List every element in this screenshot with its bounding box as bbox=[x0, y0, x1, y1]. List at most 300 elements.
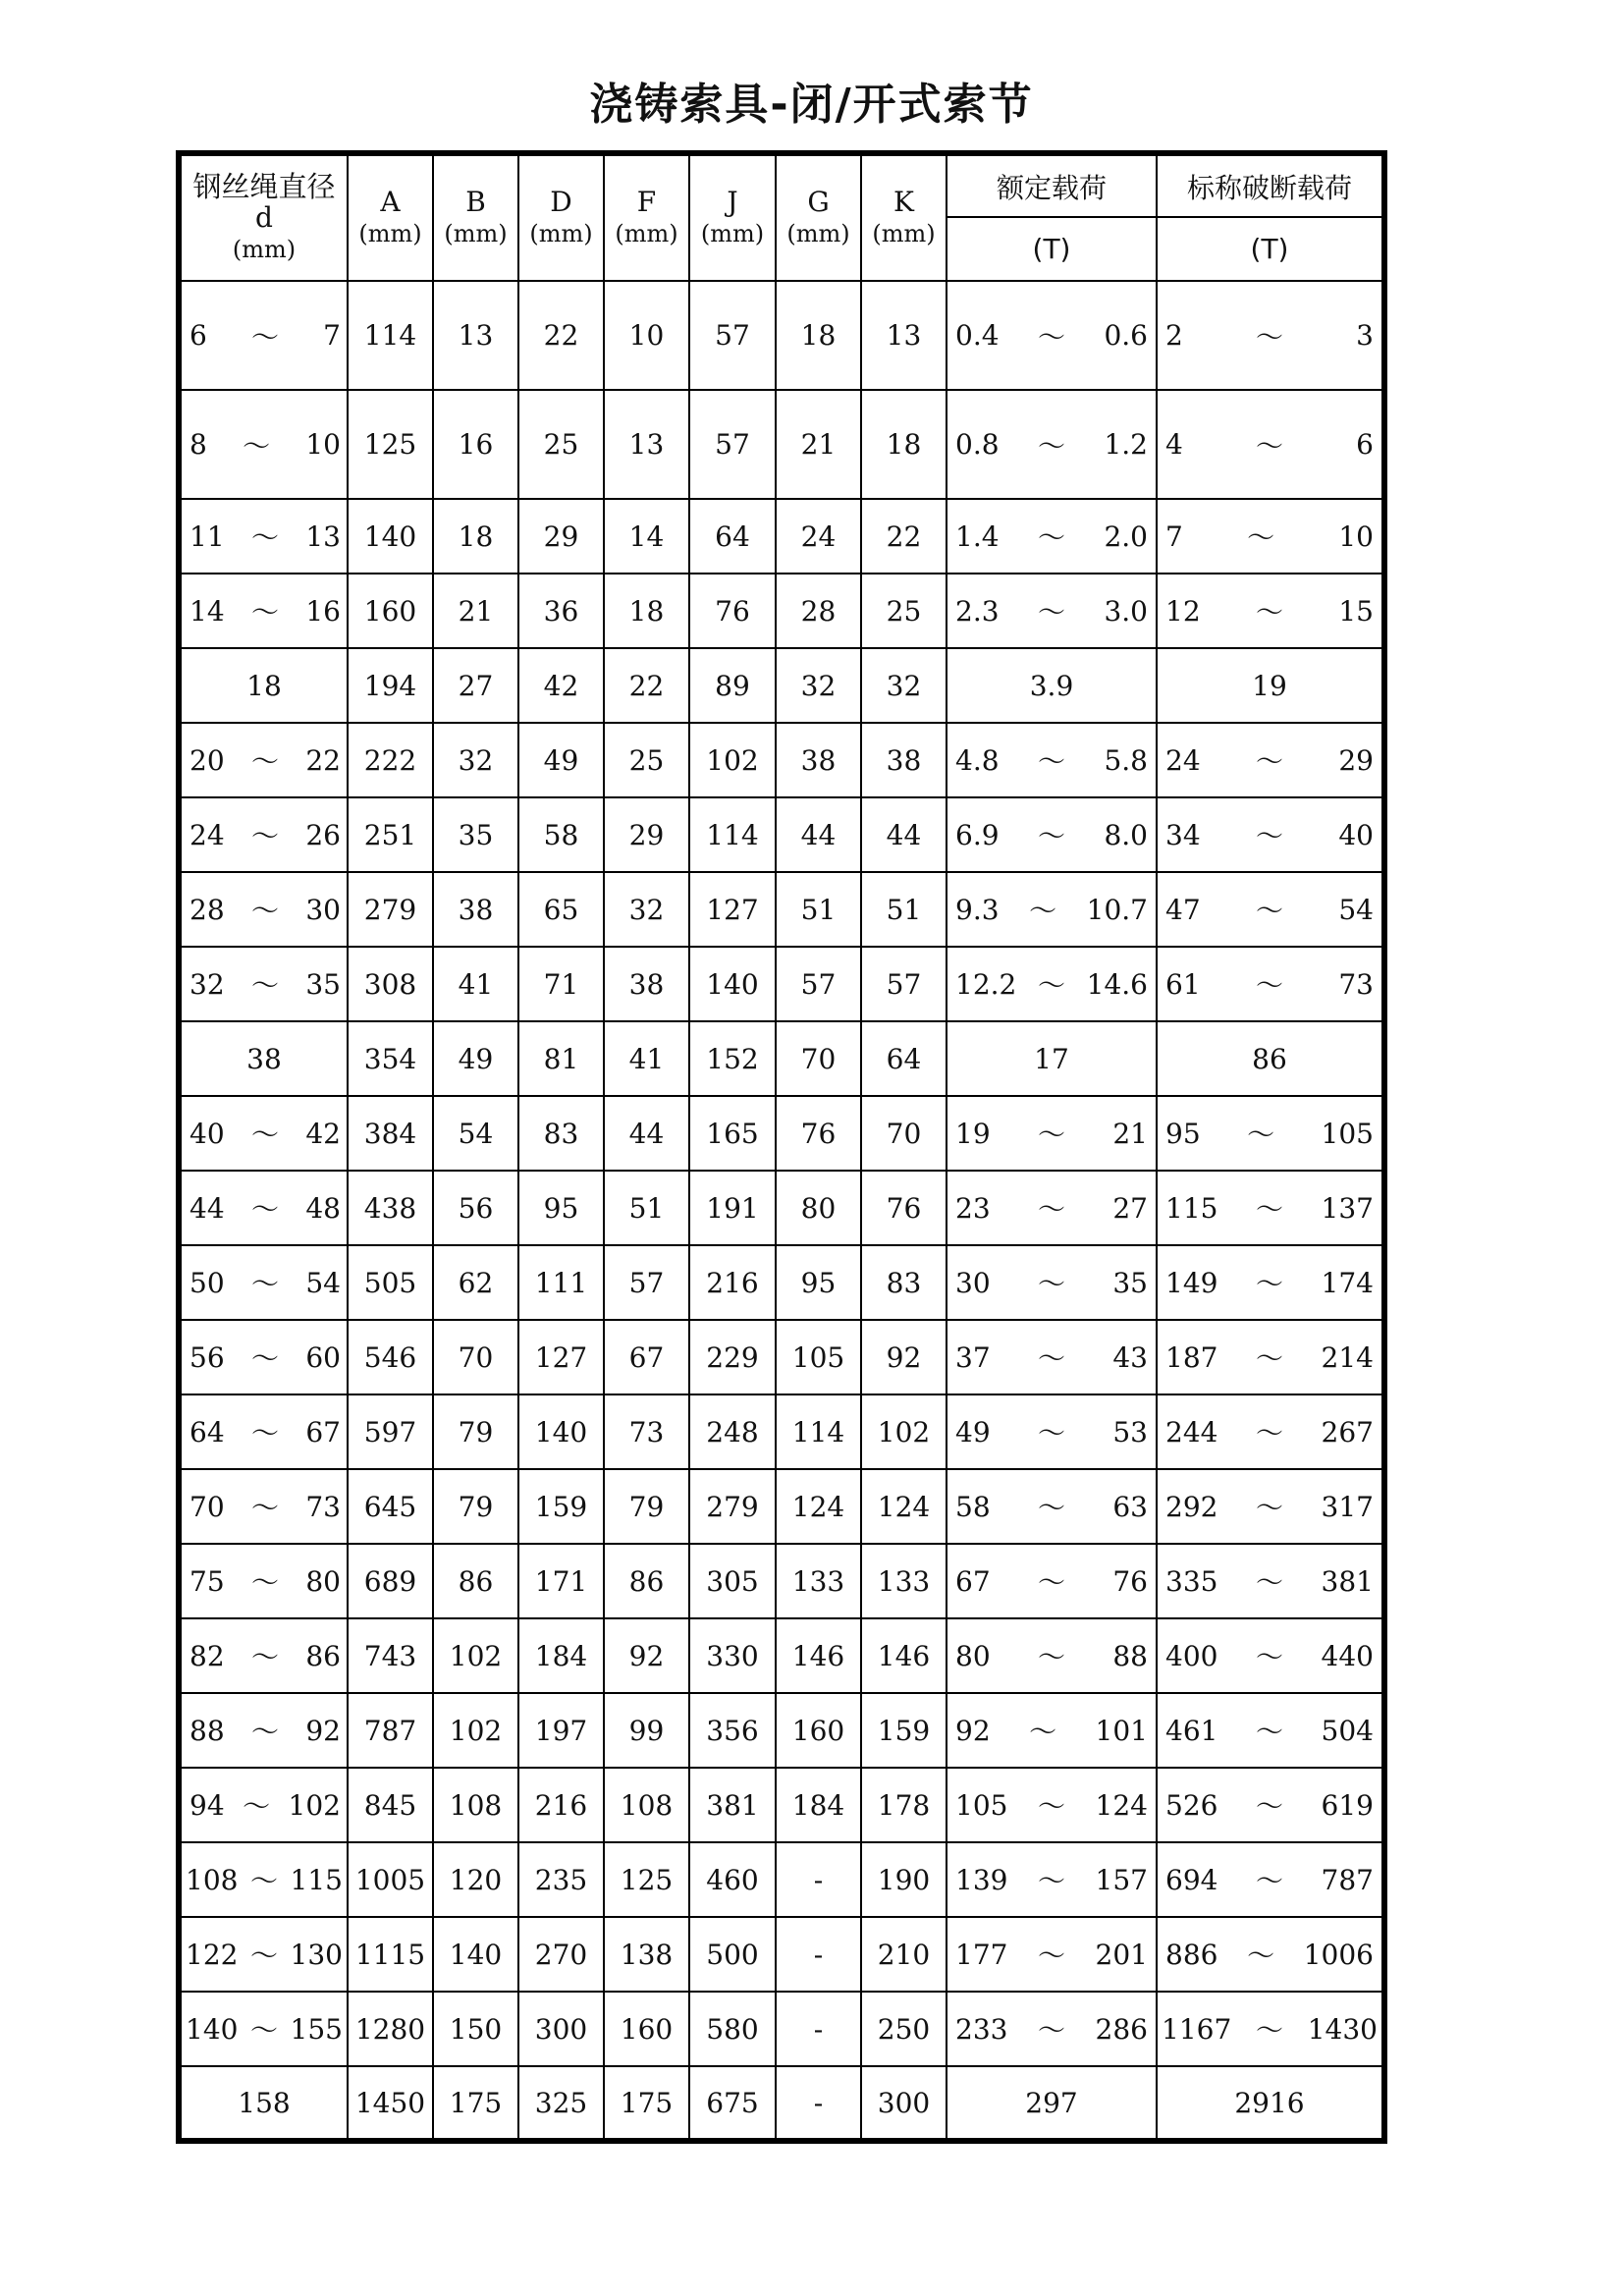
cell-k: 13 bbox=[861, 281, 947, 390]
d-min: 108 bbox=[186, 1863, 239, 1896]
col-header-k bbox=[861, 153, 947, 281]
cell-d-dim: 65 bbox=[518, 872, 604, 947]
tilde: ～ bbox=[1255, 1566, 1283, 1599]
tilde: ～ bbox=[1255, 1193, 1283, 1226]
table-row bbox=[179, 499, 1384, 574]
tilde: ～ bbox=[1037, 1566, 1065, 1599]
tilde: ～ bbox=[1247, 521, 1275, 554]
cell-breaking: 2916 bbox=[1157, 2066, 1384, 2141]
cell-g: 18 bbox=[776, 281, 861, 390]
cell-a: 251 bbox=[348, 797, 433, 872]
rated-min: 12.2 bbox=[955, 967, 1017, 1001]
cell-rated bbox=[947, 390, 1157, 499]
cell-rated bbox=[947, 1469, 1157, 1544]
breaking-max: 105 bbox=[1321, 1117, 1374, 1150]
cell-k: 64 bbox=[861, 1021, 947, 1096]
cell-d bbox=[179, 390, 348, 499]
rated-max: 5.8 bbox=[1104, 743, 1148, 777]
tilde: ～ bbox=[1037, 429, 1065, 463]
cell-d-dim: 29 bbox=[518, 499, 604, 574]
cell-d bbox=[179, 499, 348, 574]
d-max: 86 bbox=[305, 1639, 341, 1672]
breaking-min: 461 bbox=[1165, 1714, 1218, 1747]
d-max: 26 bbox=[305, 818, 341, 851]
d-min: 50 bbox=[189, 1266, 225, 1299]
tilde: ～ bbox=[1037, 820, 1065, 852]
col-j-unit: (mm) bbox=[700, 220, 765, 247]
header-row bbox=[179, 153, 1384, 217]
tilde: ～ bbox=[250, 1641, 279, 1673]
tilde: ～ bbox=[250, 1342, 279, 1375]
cell-d-dim: 300 bbox=[518, 1992, 604, 2066]
d-min: 40 bbox=[189, 1117, 225, 1150]
cell-f: 125 bbox=[604, 1842, 689, 1917]
breaking-min: 47 bbox=[1165, 893, 1201, 926]
cell-d bbox=[179, 797, 348, 872]
tilde: ～ bbox=[250, 1492, 279, 1524]
tilde: ～ bbox=[250, 820, 279, 852]
cell-k: 32 bbox=[861, 648, 947, 723]
rated-max: 157 bbox=[1095, 1863, 1148, 1896]
cell-d-dim: 49 bbox=[518, 723, 604, 797]
rated-min: 30 bbox=[955, 1266, 991, 1299]
d-max: 115 bbox=[290, 1863, 343, 1896]
cell-d bbox=[179, 872, 348, 947]
cell-breaking bbox=[1157, 723, 1384, 797]
cell-j: 102 bbox=[689, 723, 776, 797]
table-row bbox=[179, 1394, 1384, 1469]
cell-j: 114 bbox=[689, 797, 776, 872]
rated-max: 1.2 bbox=[1104, 428, 1148, 461]
tilde: ～ bbox=[1037, 1193, 1065, 1226]
tilde: ～ bbox=[250, 1566, 279, 1599]
rated-min: 0.8 bbox=[955, 428, 1000, 461]
breaking-min: 244 bbox=[1165, 1415, 1218, 1449]
cell-rated bbox=[947, 1917, 1157, 1992]
cell-b: 49 bbox=[433, 1021, 518, 1096]
d-min: 44 bbox=[189, 1191, 225, 1225]
cell-b: 150 bbox=[433, 1992, 518, 2066]
rated-min: 9.3 bbox=[955, 893, 1000, 926]
cell-breaking bbox=[1157, 797, 1384, 872]
cell-a: 279 bbox=[348, 872, 433, 947]
breaking-max: 73 bbox=[1338, 967, 1374, 1001]
d-max: 10 bbox=[305, 428, 341, 461]
cell-f: 38 bbox=[604, 947, 689, 1021]
d-min: 14 bbox=[189, 594, 225, 628]
tilde: ～ bbox=[1037, 1790, 1065, 1823]
cell-g: 32 bbox=[776, 648, 861, 723]
rated-min: 2.3 bbox=[955, 594, 1000, 628]
cell-rated bbox=[947, 1992, 1157, 2066]
cell-rated bbox=[947, 1171, 1157, 1245]
rated-unit: (T) bbox=[947, 217, 1157, 281]
cell-f: 10 bbox=[604, 281, 689, 390]
tilde: ～ bbox=[1255, 429, 1283, 463]
cell-b: 41 bbox=[433, 947, 518, 1021]
d-max: 130 bbox=[290, 1938, 343, 1971]
col-k-label: K bbox=[893, 186, 914, 218]
d-min: 122 bbox=[186, 1938, 239, 1971]
rated-max: 286 bbox=[1095, 2012, 1148, 2046]
cell-a: 160 bbox=[348, 574, 433, 648]
cell-d bbox=[179, 1394, 348, 1469]
breaking-min: 24 bbox=[1165, 743, 1201, 777]
cell-g: 114 bbox=[776, 1394, 861, 1469]
table-row bbox=[179, 723, 1384, 797]
cell-b: 21 bbox=[433, 574, 518, 648]
tilde: ～ bbox=[1255, 596, 1283, 629]
d-min: 8 bbox=[189, 428, 207, 461]
d-max: 80 bbox=[305, 1564, 341, 1598]
cell-j: 580 bbox=[689, 1992, 776, 2066]
cell-g: 44 bbox=[776, 797, 861, 872]
cell-j: 229 bbox=[689, 1320, 776, 1394]
cell-d bbox=[179, 723, 348, 797]
breaking-unit: (T) bbox=[1157, 217, 1384, 281]
cell-rated bbox=[947, 1768, 1157, 1842]
breaking-max: 1006 bbox=[1303, 1938, 1374, 1971]
cell-a: 1005 bbox=[348, 1842, 433, 1917]
breaking-max: 267 bbox=[1321, 1415, 1374, 1449]
d-max: 102 bbox=[288, 1788, 341, 1822]
rated-min: 4.8 bbox=[955, 743, 1000, 777]
cell-d bbox=[179, 947, 348, 1021]
breaking-max: 214 bbox=[1321, 1340, 1374, 1374]
tilde: ～ bbox=[250, 745, 279, 778]
table-row bbox=[179, 1171, 1384, 1245]
breaking-max: 317 bbox=[1321, 1490, 1374, 1523]
breaking-min: 1167 bbox=[1162, 2012, 1232, 2046]
breaking-min: 34 bbox=[1165, 818, 1201, 851]
cell-g: - bbox=[776, 1992, 861, 2066]
cell-b: 56 bbox=[433, 1171, 518, 1245]
rated-min: 23 bbox=[955, 1191, 991, 1225]
cell-d-dim: 95 bbox=[518, 1171, 604, 1245]
breaking-min: 292 bbox=[1165, 1490, 1218, 1523]
cell-d-dim: 42 bbox=[518, 648, 604, 723]
cell-d-dim: 22 bbox=[518, 281, 604, 390]
rated-min: 0.4 bbox=[955, 319, 1000, 352]
tilde: ～ bbox=[1037, 745, 1065, 778]
cell-j: 305 bbox=[689, 1544, 776, 1618]
cell-b: 102 bbox=[433, 1618, 518, 1693]
tilde: ～ bbox=[243, 1790, 271, 1823]
tilde: ～ bbox=[249, 1940, 278, 1972]
cell-rated bbox=[947, 1842, 1157, 1917]
breaking-min: 400 bbox=[1165, 1639, 1218, 1672]
tilde: ～ bbox=[1255, 1716, 1283, 1748]
rated-max: 63 bbox=[1112, 1490, 1148, 1523]
cell-k: 178 bbox=[861, 1768, 947, 1842]
cell-rated bbox=[947, 1693, 1157, 1768]
d-unit: (mm) bbox=[232, 236, 297, 263]
rated-max: 43 bbox=[1112, 1340, 1148, 1374]
cell-breaking bbox=[1157, 1394, 1384, 1469]
rated-min: 58 bbox=[955, 1490, 991, 1523]
d-max: 35 bbox=[305, 967, 341, 1001]
cell-b: 175 bbox=[433, 2066, 518, 2141]
cell-k: 146 bbox=[861, 1618, 947, 1693]
d-min: 82 bbox=[189, 1639, 225, 1672]
cell-b: 32 bbox=[433, 723, 518, 797]
col-d-label: D bbox=[550, 186, 572, 218]
cell-breaking bbox=[1157, 574, 1384, 648]
tilde: ～ bbox=[1255, 2014, 1283, 2047]
cell-rated bbox=[947, 797, 1157, 872]
cell-j: 57 bbox=[689, 390, 776, 499]
cell-rated bbox=[947, 723, 1157, 797]
rated-max: 3.0 bbox=[1104, 594, 1148, 628]
cell-breaking bbox=[1157, 1096, 1384, 1171]
cell-breaking bbox=[1157, 1320, 1384, 1394]
cell-b: 18 bbox=[433, 499, 518, 574]
d-min: 94 bbox=[189, 1788, 225, 1822]
d-max: 73 bbox=[305, 1490, 341, 1523]
cell-f: 175 bbox=[604, 2066, 689, 2141]
cell-rated bbox=[947, 281, 1157, 390]
tilde: ～ bbox=[1255, 745, 1283, 778]
table-row bbox=[179, 1992, 1384, 2066]
cell-k: 92 bbox=[861, 1320, 947, 1394]
rated-max: 88 bbox=[1112, 1639, 1148, 1672]
cell-g: - bbox=[776, 2066, 861, 2141]
cell-k: 210 bbox=[861, 1917, 947, 1992]
cell-j: 356 bbox=[689, 1693, 776, 1768]
cell-j: 330 bbox=[689, 1618, 776, 1693]
tilde: ～ bbox=[1255, 969, 1283, 1002]
cell-g: 95 bbox=[776, 1245, 861, 1320]
breaking-min: 2 bbox=[1165, 319, 1183, 352]
cell-breaking: 19 bbox=[1157, 648, 1384, 723]
rated-max: 101 bbox=[1095, 1714, 1148, 1747]
cell-a: 1115 bbox=[348, 1917, 433, 1992]
breaking-min: 61 bbox=[1165, 967, 1201, 1001]
d-max: 48 bbox=[305, 1191, 341, 1225]
cell-a: 505 bbox=[348, 1245, 433, 1320]
cell-a: 384 bbox=[348, 1096, 433, 1171]
cell-breaking bbox=[1157, 499, 1384, 574]
table-row bbox=[179, 947, 1384, 1021]
cell-a: 787 bbox=[348, 1693, 433, 1768]
cell-b: 108 bbox=[433, 1768, 518, 1842]
breaking-max: 174 bbox=[1321, 1266, 1374, 1299]
cell-rated bbox=[947, 872, 1157, 947]
cell-rated bbox=[947, 1618, 1157, 1693]
d-min: 70 bbox=[189, 1490, 225, 1523]
d-min: 88 bbox=[189, 1714, 225, 1747]
cell-d bbox=[179, 574, 348, 648]
tilde: ～ bbox=[1255, 820, 1283, 852]
cell-j: 64 bbox=[689, 499, 776, 574]
cell-d-dim: 83 bbox=[518, 1096, 604, 1171]
breaking-max: 15 bbox=[1338, 594, 1374, 628]
cell-j: 140 bbox=[689, 947, 776, 1021]
rated-max: 0.6 bbox=[1104, 319, 1148, 352]
cell-rated: 17 bbox=[947, 1021, 1157, 1096]
col-header-d2 bbox=[518, 153, 604, 281]
rated-max: 124 bbox=[1095, 1788, 1148, 1822]
rated-min: 37 bbox=[955, 1340, 991, 1374]
cell-a: 845 bbox=[348, 1768, 433, 1842]
d-max: 92 bbox=[305, 1714, 341, 1747]
table-row bbox=[179, 648, 1384, 723]
cell-d-dim: 184 bbox=[518, 1618, 604, 1693]
cell-a: 1280 bbox=[348, 1992, 433, 2066]
cell-f: 67 bbox=[604, 1320, 689, 1394]
cell-rated bbox=[947, 1394, 1157, 1469]
breaking-max: 381 bbox=[1321, 1564, 1374, 1598]
breaking-min: 12 bbox=[1165, 594, 1201, 628]
cell-d-dim: 111 bbox=[518, 1245, 604, 1320]
table-row bbox=[179, 1544, 1384, 1618]
cell-d-dim: 71 bbox=[518, 947, 604, 1021]
col-j-label: J bbox=[727, 186, 738, 218]
breaking-max: 504 bbox=[1321, 1714, 1374, 1747]
rated-max: 8.0 bbox=[1104, 818, 1148, 851]
cell-k: 250 bbox=[861, 1992, 947, 2066]
cell-d-dim: 216 bbox=[518, 1768, 604, 1842]
d-max: 7 bbox=[323, 319, 341, 352]
tilde: ～ bbox=[1029, 895, 1057, 927]
d-min: 6 bbox=[189, 319, 207, 352]
d-min: 28 bbox=[189, 893, 225, 926]
cell-d-dim: 171 bbox=[518, 1544, 604, 1618]
cell-d: 18 bbox=[179, 648, 348, 723]
cell-k: 133 bbox=[861, 1544, 947, 1618]
col-header-d bbox=[179, 153, 348, 281]
cell-rated: 297 bbox=[947, 2066, 1157, 2141]
cell-d-dim: 325 bbox=[518, 2066, 604, 2141]
cell-f: 92 bbox=[604, 1618, 689, 1693]
cell-f: 32 bbox=[604, 872, 689, 947]
breaking-min: 7 bbox=[1165, 519, 1183, 553]
rated-min: 177 bbox=[955, 1938, 1008, 1971]
d-max: 67 bbox=[305, 1415, 341, 1449]
cell-d bbox=[179, 1320, 348, 1394]
cell-a: 140 bbox=[348, 499, 433, 574]
rated-max: 53 bbox=[1112, 1415, 1148, 1449]
cell-rated bbox=[947, 1096, 1157, 1171]
cell-d bbox=[179, 1469, 348, 1544]
d-min: 64 bbox=[189, 1415, 225, 1449]
cell-d-dim: 127 bbox=[518, 1320, 604, 1394]
cell-b: 140 bbox=[433, 1917, 518, 1992]
cell-d-dim: 25 bbox=[518, 390, 604, 499]
cell-a: 222 bbox=[348, 723, 433, 797]
cell-j: 152 bbox=[689, 1021, 776, 1096]
cell-b: 79 bbox=[433, 1469, 518, 1544]
col-header-breaking-load: 标称破断载荷 bbox=[1157, 153, 1384, 217]
d-label: 钢丝绳直径 bbox=[192, 170, 336, 203]
rated-min: 67 bbox=[955, 1564, 991, 1598]
table-row bbox=[179, 1469, 1384, 1544]
table-row bbox=[179, 797, 1384, 872]
tilde: ～ bbox=[1037, 596, 1065, 629]
cell-rated bbox=[947, 1320, 1157, 1394]
table-row bbox=[179, 1245, 1384, 1320]
tilde: ～ bbox=[1255, 1268, 1283, 1300]
breaking-min: 4 bbox=[1165, 428, 1183, 461]
cell-breaking bbox=[1157, 872, 1384, 947]
cell-d-dim: 235 bbox=[518, 1842, 604, 1917]
table-body bbox=[179, 281, 1384, 2141]
cell-f: 18 bbox=[604, 574, 689, 648]
cell-j: 191 bbox=[689, 1171, 776, 1245]
rated-max: 14.6 bbox=[1086, 967, 1148, 1001]
cell-f: 13 bbox=[604, 390, 689, 499]
cell-g: 124 bbox=[776, 1469, 861, 1544]
d-max: 22 bbox=[305, 743, 341, 777]
cell-j: 460 bbox=[689, 1842, 776, 1917]
cell-b: 70 bbox=[433, 1320, 518, 1394]
d-max: 42 bbox=[305, 1117, 341, 1150]
tilde: ～ bbox=[1037, 1417, 1065, 1449]
tilde: ～ bbox=[250, 596, 279, 629]
tilde: ～ bbox=[1247, 1940, 1275, 1972]
tilde: ～ bbox=[1037, 969, 1065, 1002]
cell-g: 133 bbox=[776, 1544, 861, 1618]
col-k-unit: (mm) bbox=[872, 220, 936, 247]
col-b-unit: (mm) bbox=[444, 220, 508, 247]
breaking-max: 3 bbox=[1356, 319, 1374, 352]
cell-j: 89 bbox=[689, 648, 776, 723]
col-g-unit: (mm) bbox=[786, 220, 850, 247]
table-row bbox=[179, 1917, 1384, 1992]
cell-rated bbox=[947, 499, 1157, 574]
cell-breaking bbox=[1157, 1245, 1384, 1320]
cell-j: 248 bbox=[689, 1394, 776, 1469]
cell-breaking: 86 bbox=[1157, 1021, 1384, 1096]
breaking-min: 886 bbox=[1165, 1938, 1218, 1971]
cell-k: 38 bbox=[861, 723, 947, 797]
cell-g: 80 bbox=[776, 1171, 861, 1245]
cell-d bbox=[179, 1245, 348, 1320]
d-max: 60 bbox=[305, 1340, 341, 1374]
cell-g: 146 bbox=[776, 1618, 861, 1693]
cell-g: 21 bbox=[776, 390, 861, 499]
cell-breaking bbox=[1157, 1171, 1384, 1245]
tilde: ～ bbox=[250, 1716, 279, 1748]
rated-max: 27 bbox=[1112, 1191, 1148, 1225]
table-row bbox=[179, 1618, 1384, 1693]
cell-a: 308 bbox=[348, 947, 433, 1021]
col-b-label: B bbox=[465, 186, 486, 218]
table-row bbox=[179, 281, 1384, 390]
tilde: ～ bbox=[1037, 1342, 1065, 1375]
tilde: ～ bbox=[1255, 1342, 1283, 1375]
table-row bbox=[179, 574, 1384, 648]
cell-d-dim: 81 bbox=[518, 1021, 604, 1096]
d-min: 75 bbox=[189, 1564, 225, 1598]
d-min: 32 bbox=[189, 967, 225, 1001]
cell-b: 79 bbox=[433, 1394, 518, 1469]
cell-k: 83 bbox=[861, 1245, 947, 1320]
breaking-min: 95 bbox=[1165, 1117, 1201, 1150]
rated-max: 10.7 bbox=[1086, 893, 1148, 926]
cell-g: 70 bbox=[776, 1021, 861, 1096]
col-header-a bbox=[348, 153, 433, 281]
cell-g: 51 bbox=[776, 872, 861, 947]
spec-table bbox=[176, 150, 1387, 2144]
cell-k: 70 bbox=[861, 1096, 947, 1171]
cell-a: 354 bbox=[348, 1021, 433, 1096]
table-row bbox=[179, 1693, 1384, 1768]
d-min: 20 bbox=[189, 743, 225, 777]
cell-j: 675 bbox=[689, 2066, 776, 2141]
tilde: ～ bbox=[1255, 1865, 1283, 1897]
cell-breaking bbox=[1157, 1693, 1384, 1768]
